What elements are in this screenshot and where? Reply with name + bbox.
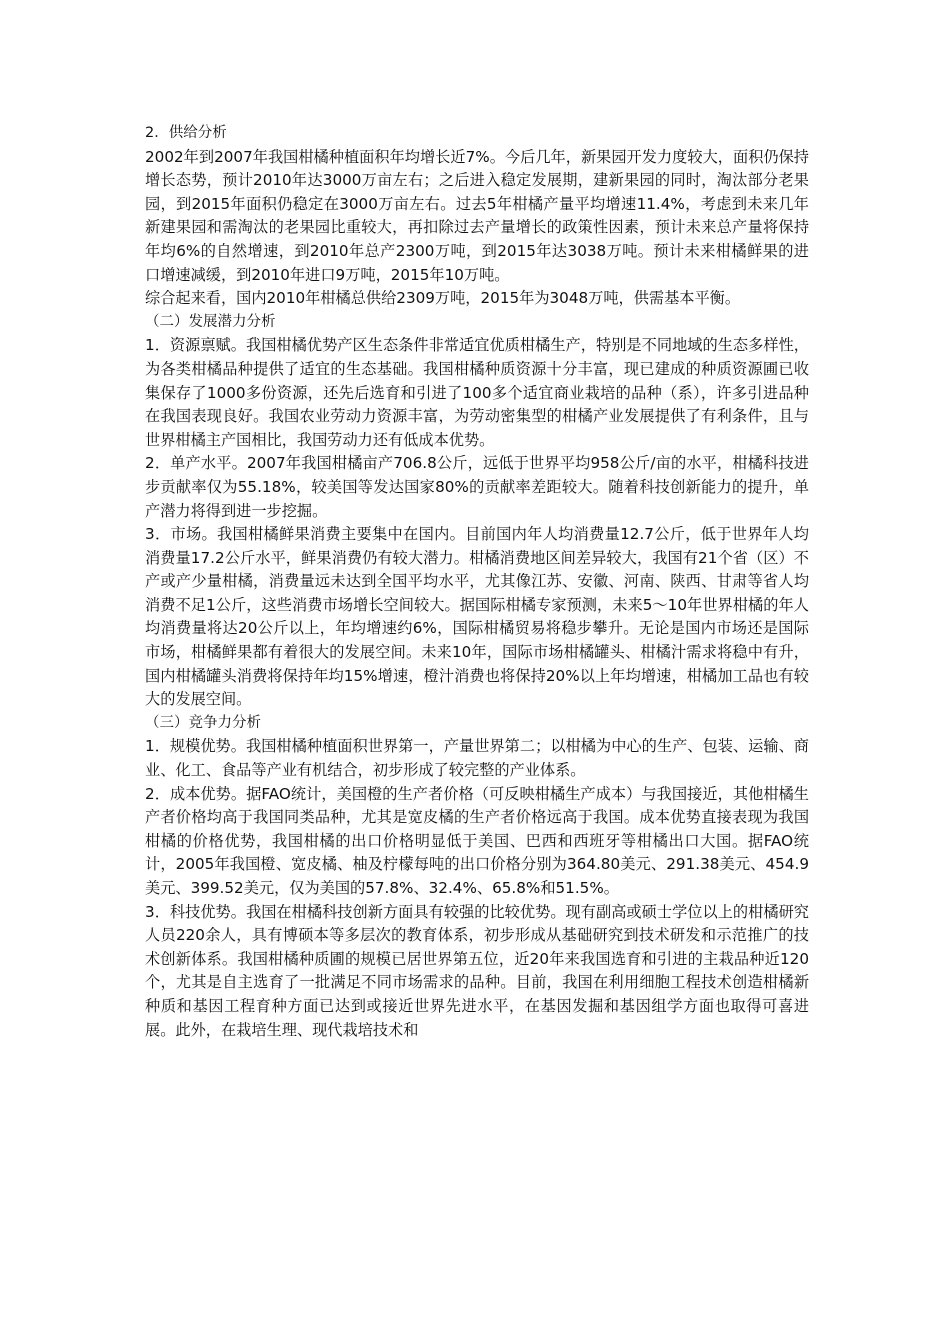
paragraph-scale: 1．规模优势。我国柑橘种植面积世界第一，产量世界第二；以柑橘为中心的生产、包装、运输、商业、化工、食品等产业有机结合，初步形成了较完整的产业体系。 <box>145 737 809 780</box>
paragraph-supply-forecast: 2002年到2007年我国柑橘种植面积年均增长近7%。今后几年，新果园开发力度较大，面积仍保持增长态势，预计2010年达3000万亩左右；之后进入稳定发展期，建新果园的同时，淘汰部分老果园，到2015年面积仍稳定在3000万亩左右。过去5年柑橘产量平均增速11.4%，考虑到未来几年新建果园和需淘汰的老果园比重较大，再扣除过去产量增长的政策性因素，预计未来总产量将保持年均6%的自然增速，到2010年总产2300万吨，到2015年达3038万吨。预计未来柑橘鲜果的进口增速减缓，到2010年进口9万吨，2015年10万吨。 <box>145 147 809 284</box>
section-heading-supply: 2．供给分析 <box>145 125 227 141</box>
document-body <box>145 122 809 1042</box>
paragraph-market: 3．市场。我国柑橘鲜果消费主要集中在国内。目前国内年人均消费量12.7公斤，低于世界年人均消费量17.2公斤水平，鲜果消费仍有较大潜力。柑橘消费地区间差异较大，我国有21个省（区）不产或产少量柑橘，消费量远未达到全国平均水平，尤其像江苏、安徽、河南、陕西、甘肃等省人均消费不足1公斤，这些消费市场增长空间较大。据国际柑橘专家预测，未来5～10年世界柑橘的年人均消费量将达20公斤以上，年均增速约6%，国际柑橘贸易将稳步攀升。无论是国内市场还是国际市场，柑橘鲜果都有着很大的发展空间。未来10年，国际市场柑橘罐头、柑橘汁需求将稳中有升，国内柑橘罐头消费将保持年均15%增速，橙汁消费也将保持20%以上年均增速，柑橘加工品也有较大的发展空间。 <box>145 525 809 709</box>
paragraph-cost: 2．成本优势。据FAO统计，美国橙的生产者价格（可反映柑橘生产成本）与我国接近，其他柑橘生产者价格均高于我国同类品种，尤其是宽皮橘的生产者价格远高于我国。成本优势直接表现为我国柑橘的价格优势，我国柑橘的出口价格明显低于美国、巴西和西班牙等柑橘出口大国。据FAO统计，2005年我国橙、宽皮橘、柚及柠檬每吨的出口价格分别为364.80美元、291.38美元、454.9美元、399.52美元，仅为美国的57.8%、32.4%、65.8%和51.5%。 <box>145 784 809 897</box>
paragraph-technology: 3．科技优势。我国在柑橘科技创新方面具有较强的比较优势。现有副高或硕士学位以上的柑橘研究人员220余人，具有博硕本等多层次的教育体系，初步形成从基础研究到技术研发和示范推广的技术创新体系。我国柑橘种质圃的规模已居世界第五位，近20年来我国选育和引进的主栽品种近120个，尤其是自主选育了一批满足不同市场需求的品种。目前，我国在利用细胞工程技术创造柑橘新种质和基因工程育种方面已达到或接近世界先进水平，在基因发掘和基因组学方面也取得可喜进展。此外，在栽培生理、现代栽培技术和 <box>145 902 809 1039</box>
paragraph-yield: 2．单产水平。2007年我国柑橘亩产706.8公斤，远低于世界平均958公斤/亩的水平，柑橘科技进步贡献率仅为55.18%，较美国等发达国家80%的贡献率差距较大。随着科技创新能力的提升，单产潜力将得到进一步挖掘。 <box>145 454 809 520</box>
paragraph-supply-summary: 综合起来看，国内2010年柑橘总供给2309万吨，2015年为3048万吨，供需基本平衡。 <box>145 289 741 308</box>
section-heading-competitiveness: （三）竞争力分析 <box>145 714 261 731</box>
section-heading-potential: （二）发展潜力分析 <box>145 313 276 330</box>
paragraph-resources: 1．资源禀赋。我国柑橘优势产区生态条件非常适宜优质柑橘生产，特别是不同地域的生态多样性，为各类柑橘品种提供了适宜的生态基础。我国柑橘种质资源十分丰富，现已建成的种质资源圃已收集保存了1000多份资源，还先后选育和引进了100多个适宜商业栽培的品种（系），许多引进品种在我国表现良好。我国农业劳动力资源丰富，为劳动密集型的柑橘产业发展提供了有利条件，且与世界柑橘主产国相比，我国劳动力还有低成本优势。 <box>145 336 809 449</box>
